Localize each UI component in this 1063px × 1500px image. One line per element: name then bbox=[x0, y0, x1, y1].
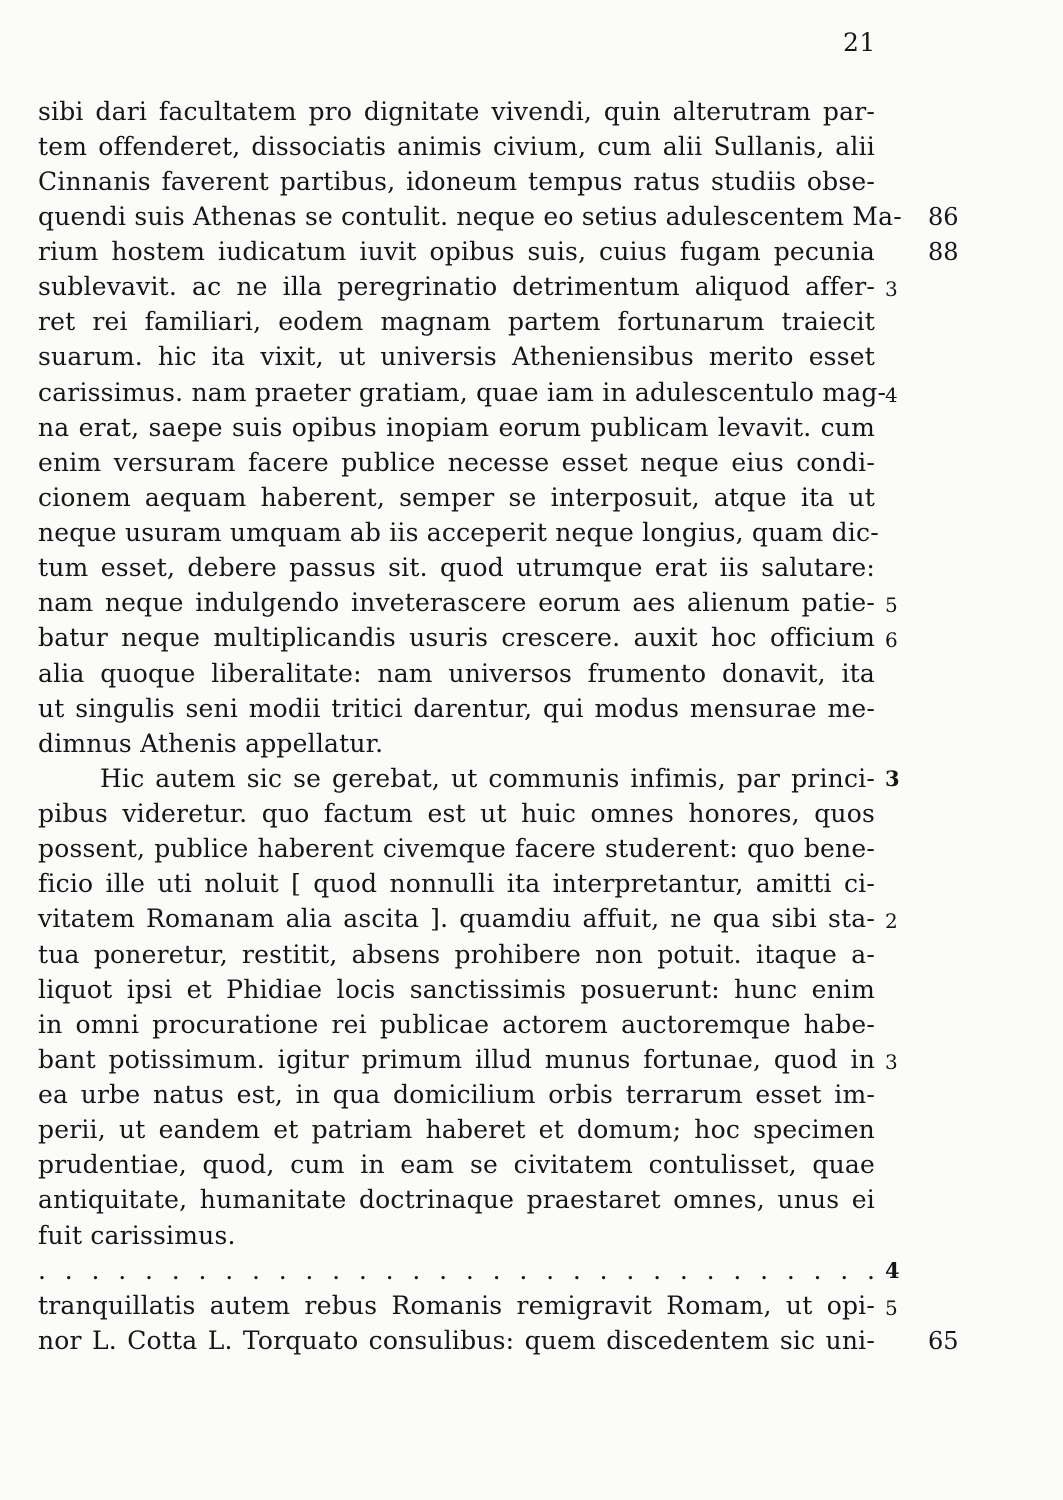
text-line: antiquitate, humanitate doctrinaque praestaret omnes, unus ei bbox=[38, 1185, 875, 1214]
text-line: nam neque indulgendo inveterascere eorum aes alienum patie- bbox=[38, 588, 875, 617]
section-number: 5 bbox=[885, 593, 898, 617]
text-line: nor L. Cotta L. Torquato consulibus: quem discedentem sic uni- bbox=[38, 1326, 875, 1355]
text-line: na erat, saepe suis opibus inopiam eorum publicam levavit. cum bbox=[38, 413, 875, 442]
text-line: sublevavit. ac ne illa peregrinatio detrimentum aliquod affer- bbox=[38, 272, 875, 301]
chapter-number: 4 bbox=[885, 1258, 900, 1283]
section-number: 4 bbox=[885, 383, 898, 407]
reference-number: 88 bbox=[928, 238, 959, 266]
text-line: ficio ille uti noluit [ quod nonnulli ita interpretantur, amitti ci- bbox=[38, 869, 875, 898]
text-line: dimnus Athenis appellatur. bbox=[38, 729, 384, 758]
section-number: 6 bbox=[885, 628, 898, 652]
text-line: enim versuram facere publice necesse esset neque eius condi- bbox=[38, 448, 875, 477]
section-number: 3 bbox=[885, 1050, 898, 1074]
text-line: alia quoque liberalitate: nam universos frumento donavit, ita bbox=[38, 659, 875, 688]
text-line: tua poneretur, restitit, absens prohibere non potuit. itaque a- bbox=[38, 940, 875, 969]
text-line: batur neque multiplicandis usuris crescere. auxit hoc officium bbox=[38, 623, 875, 652]
text-line: vitatem Romanam alia ascita ]. quamdiu affuit, ne qua sibi sta- bbox=[38, 904, 875, 933]
text-line: bant potissimum. igitur primum illud munus fortunae, quod in bbox=[38, 1045, 875, 1074]
text-line: sibi dari facultatem pro dignitate vivendi, quin alterutram par- bbox=[38, 97, 875, 126]
text-line: suarum. hic ita vixit, ut universis Atheniensibus merito esset bbox=[38, 342, 875, 371]
section-number: 5 bbox=[885, 1296, 898, 1320]
text-line: possent, publice haberent civemque facere studerent: quo bene- bbox=[38, 834, 875, 863]
text-line: ut singulis seni modii tritici darentur, qui modus mensurae me- bbox=[38, 694, 875, 723]
section-number: 3 bbox=[885, 277, 898, 301]
text-line: tem offenderet, dissociatis animis civium, cum alii Sullanis, alii bbox=[38, 132, 875, 161]
page-number: 21 bbox=[843, 28, 876, 57]
text-line: fuit carissimus. bbox=[38, 1221, 236, 1250]
text-line: liquot ipsi et Phidiae locis sanctissimis posuerunt: hunc enim bbox=[38, 975, 875, 1004]
ellipsis-line: . . . . . . . . . . . . . . . . . . . . . . . . . . . . . . . . bbox=[38, 1256, 875, 1285]
text-line: quendi suis Athenas se contulit. neque eo setius adulescentem Ma- bbox=[38, 202, 902, 231]
text-line: Hic autem sic se gerebat, ut communis infimis, par princi- bbox=[100, 764, 875, 793]
text-line: tranquillatis autem rebus Romanis remigravit Romam, ut opi- bbox=[38, 1291, 875, 1320]
text-line: carissimus. nam praeter gratiam, quae iam in adulescentulo mag- bbox=[38, 378, 887, 407]
section-number: 2 bbox=[885, 909, 898, 933]
text-line: cionem aequam haberent, semper se interposuit, atque ita ut bbox=[38, 483, 875, 512]
text-line: rium hostem iudicatum iuvit opibus suis, cuius fugam pecunia bbox=[38, 237, 875, 266]
chapter-number: 3 bbox=[885, 766, 900, 791]
reference-number: 86 bbox=[928, 203, 959, 231]
text-line: ea urbe natus est, in qua domicilium orbis terrarum esset im- bbox=[38, 1080, 875, 1109]
text-line: perii, ut eandem et patriam haberet et domum; hoc specimen bbox=[38, 1115, 875, 1144]
text-line: in omni procuratione rei publicae actorem auctoremque habe- bbox=[38, 1010, 875, 1039]
text-line: Cinnanis faverent partibus, idoneum tempus ratus studiis obse- bbox=[38, 167, 875, 196]
text-line: ret rei familiari, eodem magnam partem fortunarum traiecit bbox=[38, 307, 875, 336]
text-line: neque usuram umquam ab iis acceperit neque longius, quam dic- bbox=[38, 518, 879, 547]
text-line: pibus videretur. quo factum est ut huic omnes honores, quos bbox=[38, 799, 875, 828]
reference-number: 65 bbox=[928, 1327, 959, 1355]
text-line: prudentiae, quod, cum in eam se civitatem contulisset, quae bbox=[38, 1150, 875, 1179]
text-line: tum esset, debere passus sit. quod utrumque erat iis salutare: bbox=[38, 553, 875, 582]
